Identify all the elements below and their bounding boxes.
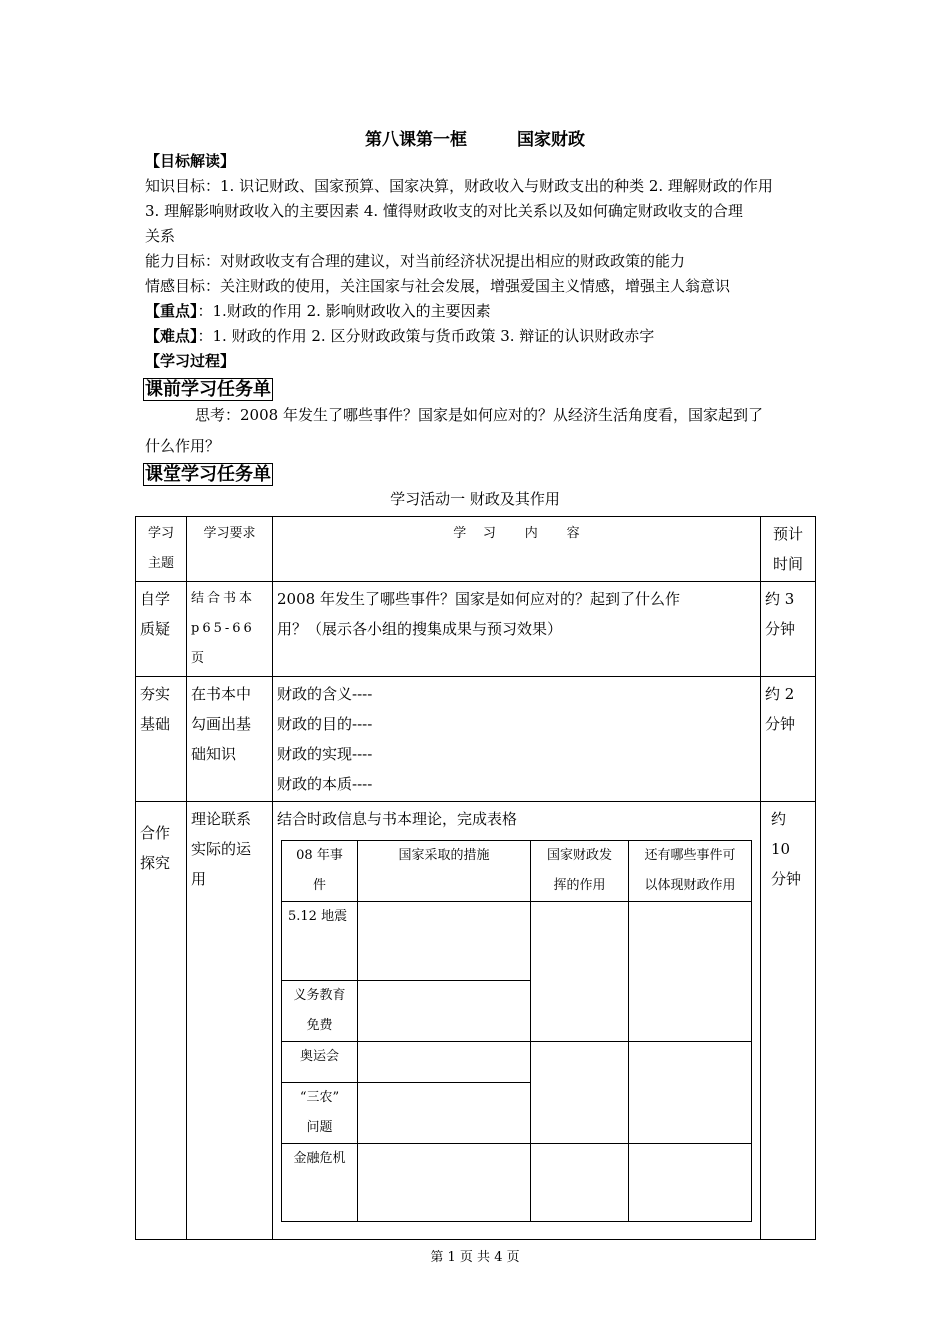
role-cell	[531, 1144, 629, 1222]
knowledge-objective-line2: 3. 理解影响财政收入的主要因素 4. 懂得财政收支的对比关系以及如何确定财政收支的合理	[145, 202, 743, 220]
table-row	[136, 582, 816, 677]
key-points	[145, 299, 491, 324]
table-row	[282, 902, 752, 981]
row-requirement: 理论联系 实际的运 用	[187, 802, 273, 1240]
in-class-heading	[143, 463, 273, 486]
other-events-cell	[629, 1042, 752, 1144]
header-requirement: 学习要求	[187, 517, 273, 582]
key-points-text: ：1.财政的作用 2. 影响财政收入的主要因素	[197, 302, 491, 320]
events-header-row	[282, 841, 752, 902]
role-cell	[531, 902, 629, 1042]
row-content: 2008 年发生了哪些事件？国家是如何应对的？起到了什么作 用？（展示各小组的搜集成果与预习效果）	[273, 582, 761, 677]
table-row	[282, 1042, 752, 1083]
page-footer: 第 1 页 共 4 页	[430, 1250, 520, 1265]
header-topic: 学习 主题	[136, 517, 187, 582]
row-content: 结合时政信息与书本理论，完成表格	[277, 810, 518, 828]
measures-cell	[358, 981, 531, 1042]
table-row	[136, 677, 816, 802]
key-points-label: 【重点】	[145, 302, 198, 320]
role-cell	[531, 1042, 629, 1144]
header-content: 学 习 内 容	[273, 517, 761, 582]
measures-cell	[358, 1042, 531, 1083]
pre-class-heading-text: 课前学习任务单	[145, 379, 271, 400]
measures-cell	[358, 1144, 531, 1222]
other-events-cell	[629, 902, 752, 1042]
other-events-cell	[629, 1144, 752, 1222]
row-time: 约 2 分钟	[761, 677, 816, 802]
table-row	[282, 1144, 752, 1222]
in-class-heading-text: 课堂学习任务单	[145, 464, 271, 485]
row-topic: 自学 质疑	[136, 582, 187, 677]
event-name: 5.12 地震	[282, 902, 358, 981]
row-requirement: 在书本中 勾画出基 础知识	[187, 677, 273, 802]
measures-cell	[358, 902, 531, 981]
row-requirement: 结合书本 p65-66 页	[187, 582, 273, 677]
events-header-measures: 国家采取的措施	[358, 841, 531, 902]
page-title	[0, 125, 950, 150]
row-time: 约 3 分钟	[761, 582, 816, 677]
ability-objective: 能力目标：对财政收支有合理的建议，对当前经济状况提出相应的财政政策的能力	[145, 252, 686, 270]
objectives-heading: 【目标解读】	[145, 152, 236, 170]
difficult-points-text: ：1. 财政的作用 2. 区分财政政策与货币政策 3. 辩证的认识财政赤字	[197, 327, 655, 345]
row-time: 约 10 分钟	[761, 802, 816, 1240]
difficult-points	[145, 324, 654, 349]
knowledge-objective-line3: 关系	[145, 227, 176, 245]
pre-class-heading	[143, 378, 273, 401]
pre-class-question-line1: 思考：2008 年发生了哪些事件？国家是如何应对的？从经济生活角度看，国家起到了	[195, 406, 763, 424]
difficult-points-label: 【难点】	[145, 327, 198, 345]
events-header-event: 08 年事 件	[282, 841, 358, 902]
header-time: 预计 时间	[761, 517, 816, 582]
activity-table	[135, 516, 816, 1240]
knowledge-objective-line1: 知识目标：1. 识记财政、国家预算、国家决算，财政收入与财政支出的种类 2. 理解财政的作用	[145, 177, 773, 195]
process-heading: 【学习过程】	[145, 352, 236, 370]
measures-cell	[358, 1083, 531, 1144]
emotion-objective: 情感目标：关注财政的使用，关注国家与社会发展，增强爱国主义情感，增强主人翁意识	[145, 277, 731, 295]
row-topic: 合作 探究	[136, 802, 187, 1240]
row-topic: 夯实 基础	[136, 677, 187, 802]
row-content: 财政的含义---- 财政的目的---- 财政的实现---- 财政的本质----	[273, 677, 761, 802]
row-content-cell	[273, 802, 761, 1240]
table-header-row	[136, 517, 816, 582]
event-name: 奥运会	[282, 1042, 358, 1083]
pre-class-question-line2: 什么作用？	[145, 437, 221, 455]
events-header-other: 还有哪些事件可 以体现财政作用	[629, 841, 752, 902]
events-table	[281, 840, 752, 1222]
table-row	[136, 802, 816, 1240]
title-part2: 国家财政	[517, 130, 585, 150]
events-header-role: 国家财政发 挥的作用	[531, 841, 629, 902]
title-part1: 第八课第一框	[365, 130, 467, 150]
event-name: “三农” 问题	[282, 1083, 358, 1144]
activity-caption: 学习活动一 财政及其作用	[390, 490, 560, 508]
event-name: 金融危机	[282, 1144, 358, 1222]
event-name: 义务教育 免费	[282, 981, 358, 1042]
